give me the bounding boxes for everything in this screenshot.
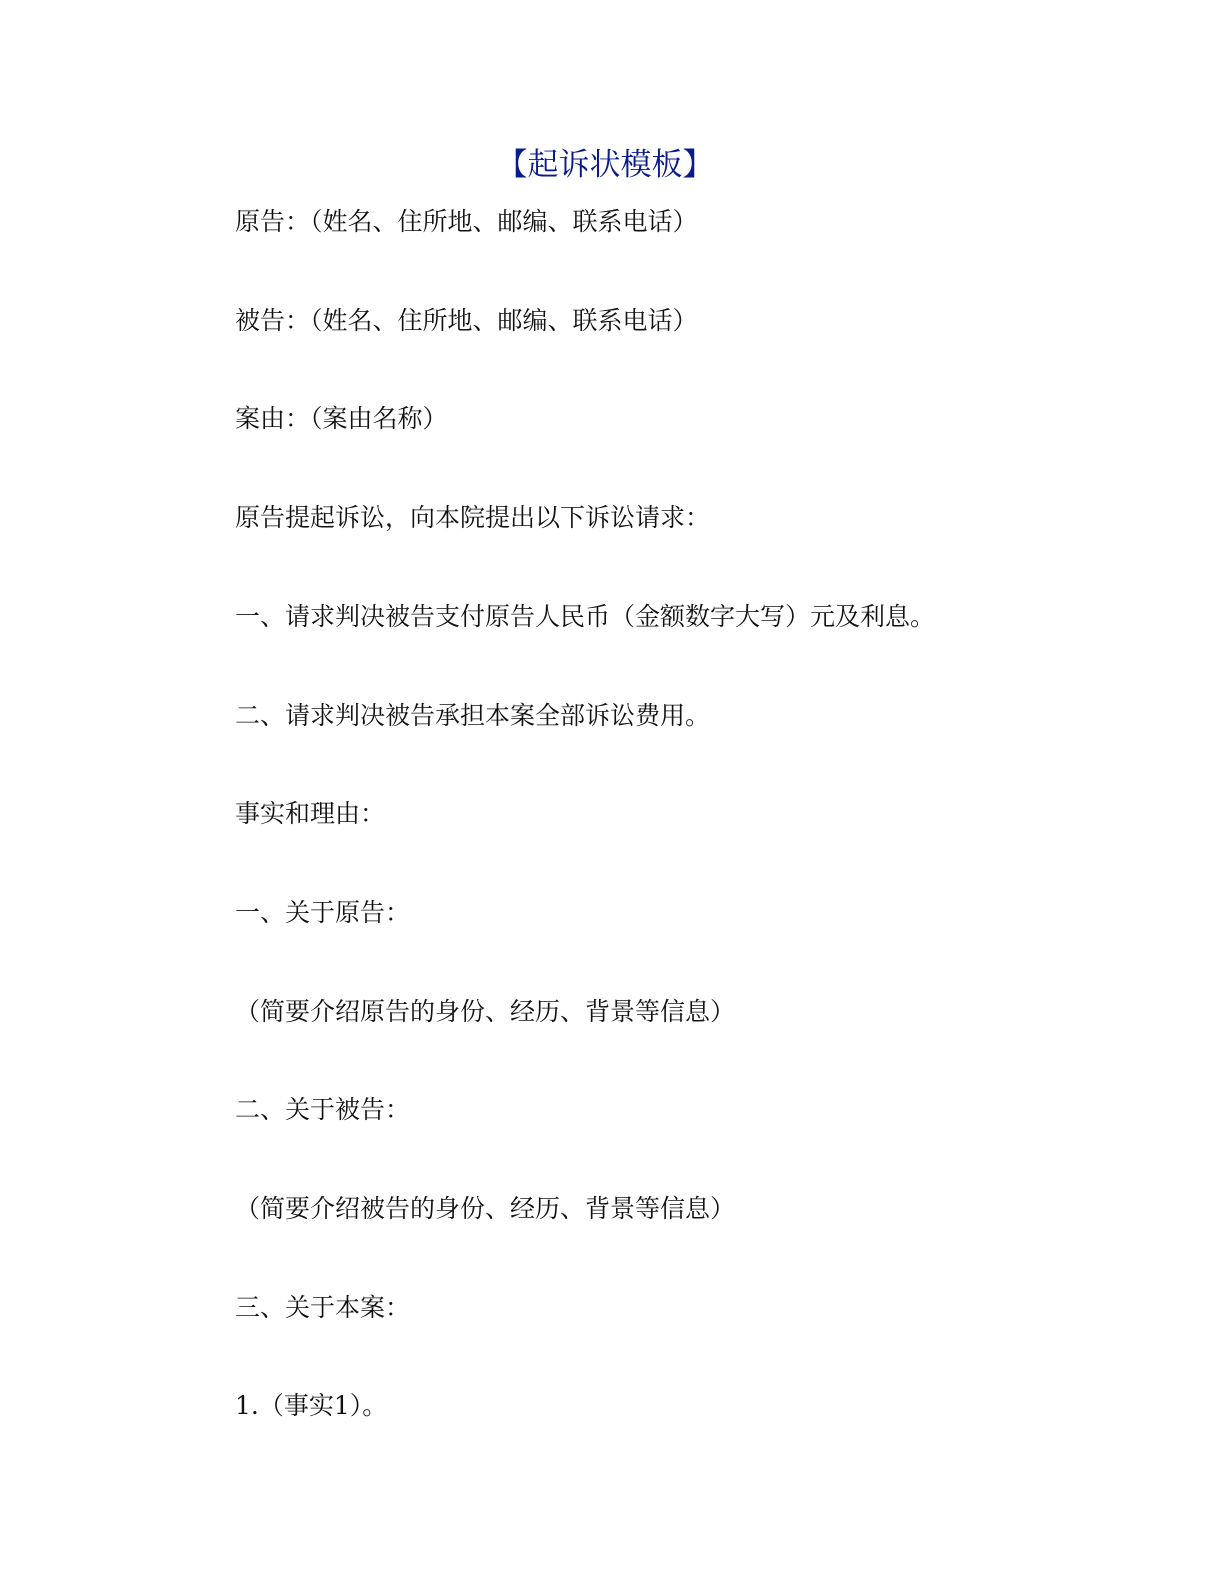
paragraph-line: （简要介绍被告的身份、经历、背景等信息）: [235, 1194, 736, 1223]
paragraph-line: 三、关于本案：: [235, 1292, 411, 1322]
paragraph-line: 原告：（姓名、住所地、邮编、联系电话）: [235, 207, 698, 236]
paragraph-line: 二、关于被告：: [235, 1095, 411, 1125]
paragraph-line: 一、请求判决被告支付原告人民币（金额数字大写）元及利息。: [235, 601, 936, 631]
paragraph-line: 事实和理由：: [235, 799, 386, 829]
paragraph-line: 一、关于原告：: [235, 897, 411, 927]
paragraph-line: 原告提起诉讼，向本院提出以下诉讼请求：: [235, 503, 711, 533]
paragraph-line: 1.（事实1）。: [235, 1391, 388, 1421]
paragraph-line: 二、请求判决被告承担本案全部诉讼费用。: [235, 700, 711, 730]
paragraph-line: （简要介绍原告的身份、经历、背景等信息）: [235, 996, 736, 1026]
paragraph-line: 被告：（姓名、住所地、邮编、联系电话）: [235, 305, 698, 335]
document-title: 【起诉状模板】: [496, 147, 714, 183]
paragraph-line: 案由：（案由名称）: [235, 404, 448, 434]
